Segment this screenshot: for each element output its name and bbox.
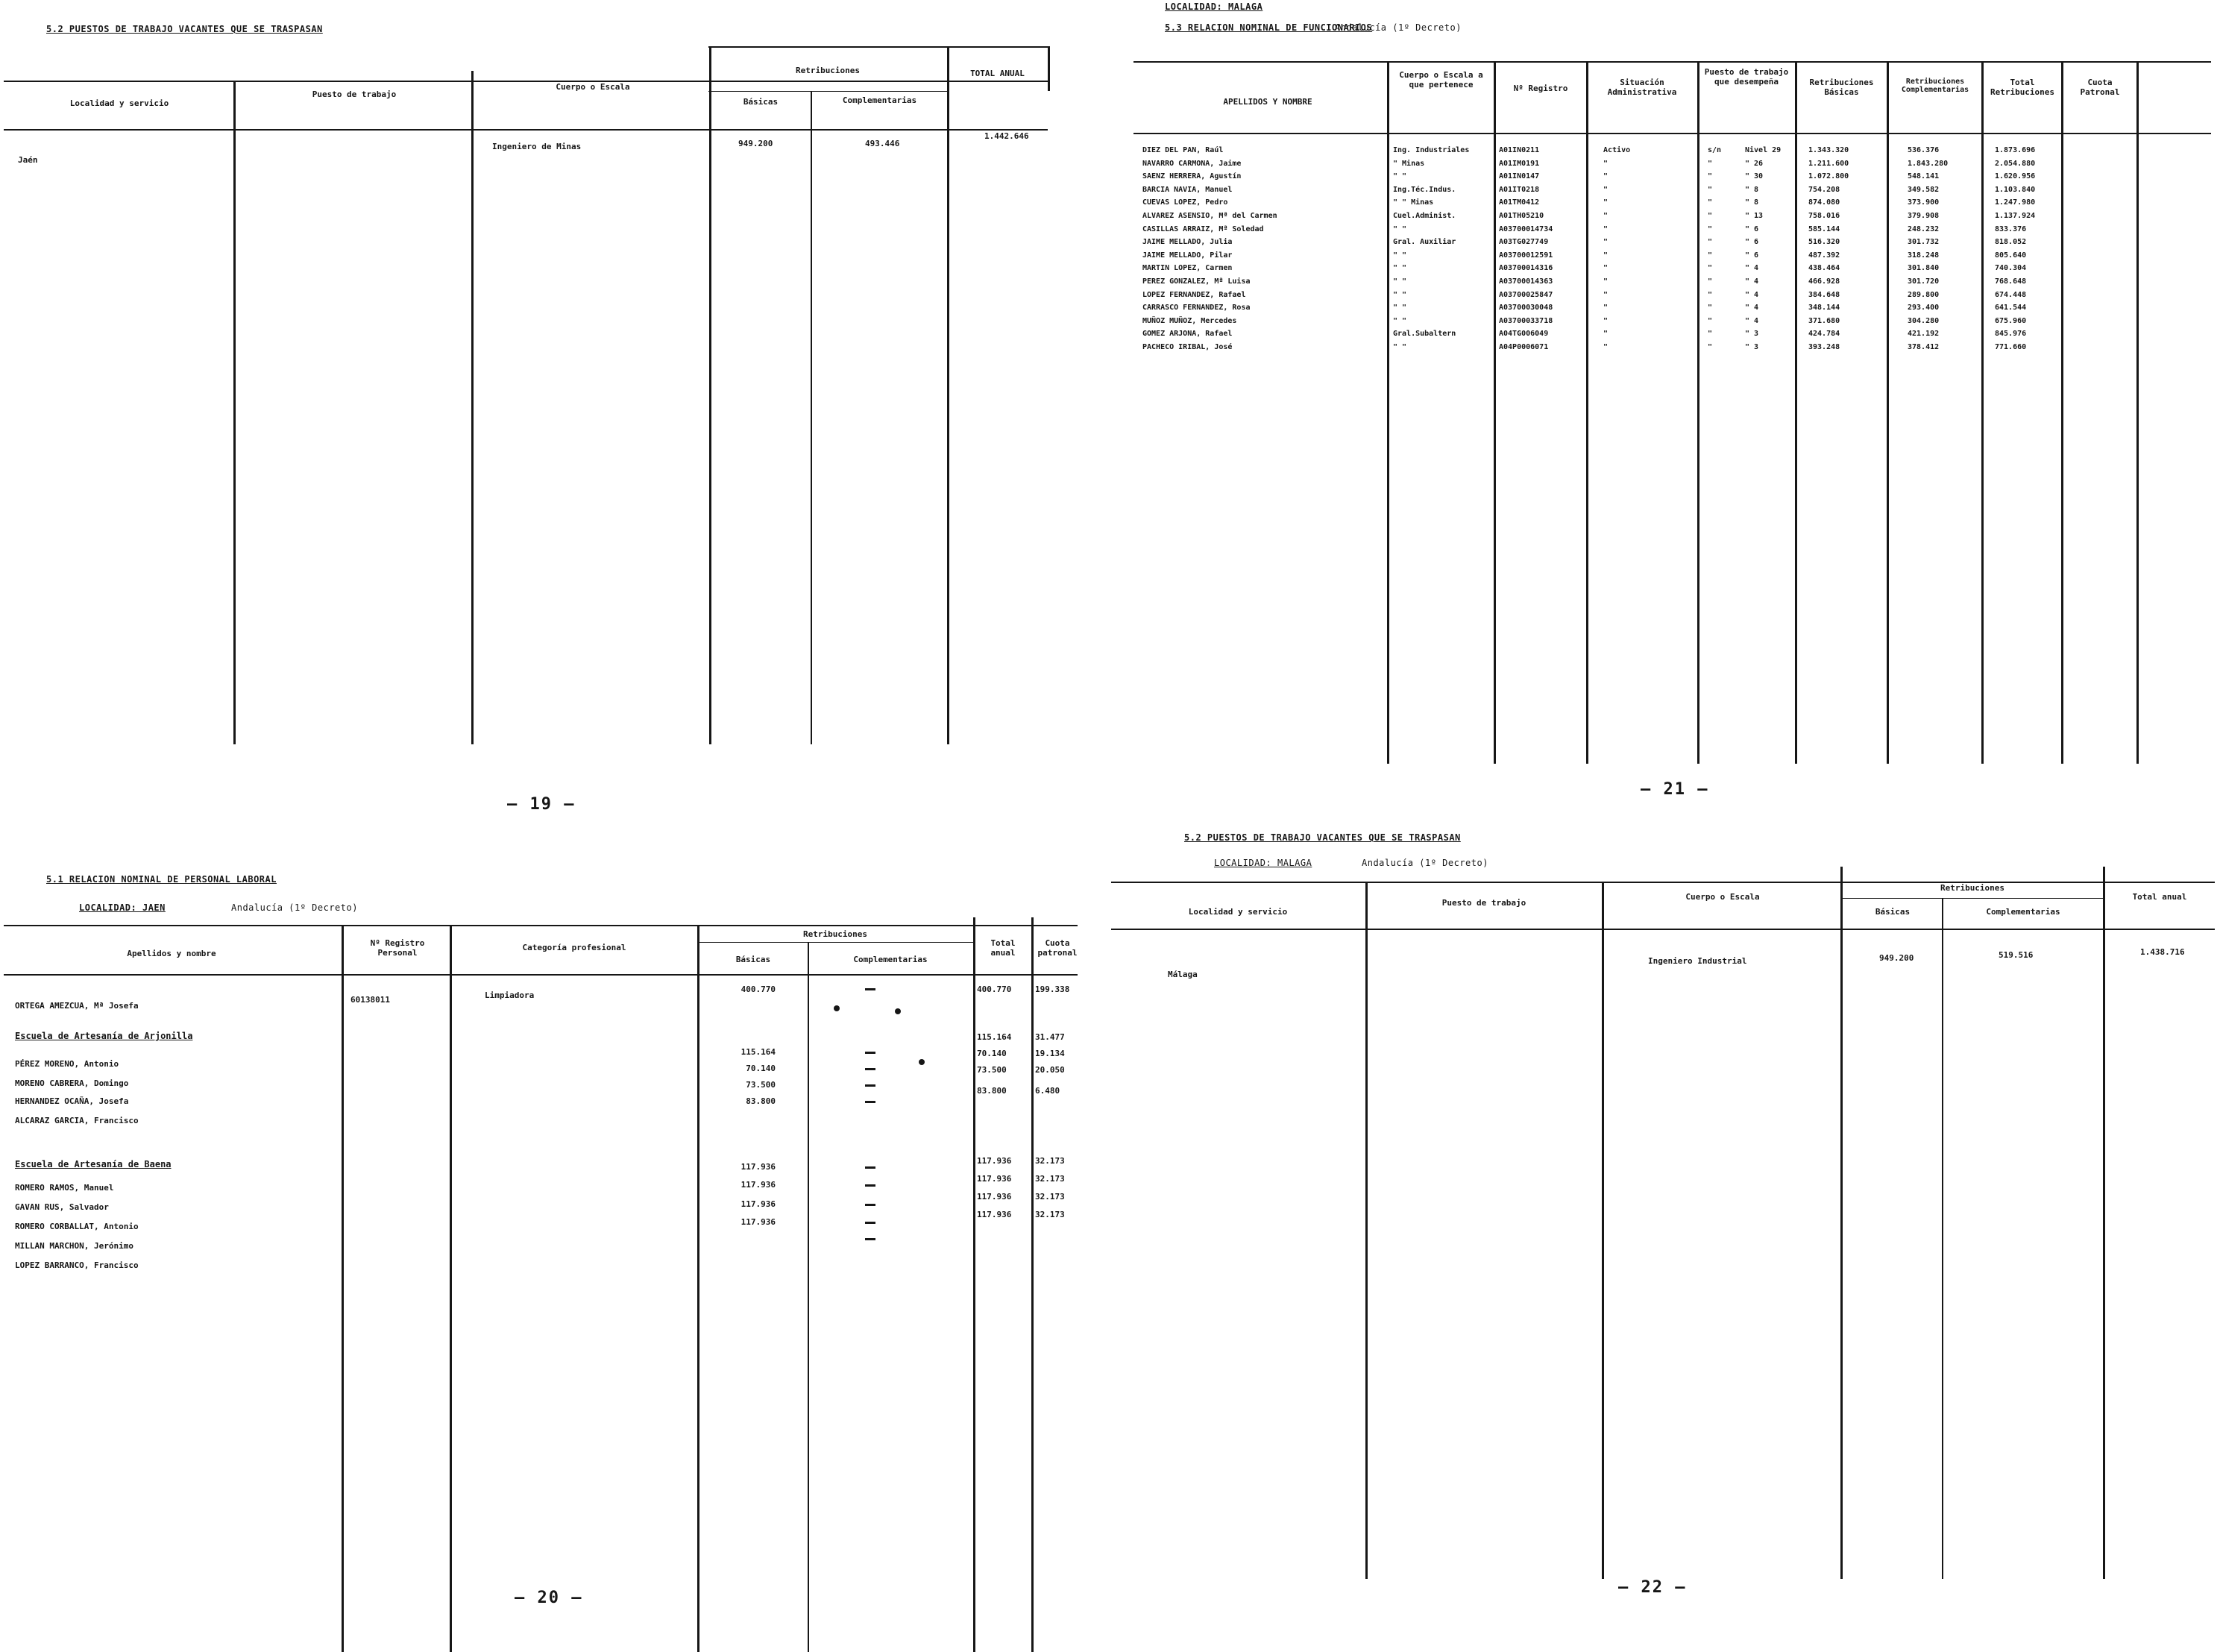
row-nombre: CUEVAS LOPEZ, Pedro — [1142, 198, 1228, 207]
row-total: 675.960 — [1995, 316, 2027, 325]
localidad-label: LOCALIDAD: JAEN — [79, 902, 166, 913]
header-categoria: Categoría profesional — [522, 943, 626, 952]
header-registro: Nº Registro — [1513, 84, 1568, 93]
page-title: 5.2 PUESTOS DE TRABAJO VACANTES QUE SE TRASPASAN — [1184, 832, 1461, 843]
row-cuota: 31.477 — [1035, 1032, 1065, 1042]
row-situacion: " — [1603, 290, 1609, 299]
header-nombre: APELLIDOS Y NOMBRE — [1223, 97, 1312, 107]
organismo-label: Andalucía (1º Decreto) — [1362, 858, 1488, 868]
row-basicas: 393.248 — [1808, 343, 1840, 351]
row-puesto: " — [1708, 159, 1713, 168]
row-total: 117.936 — [977, 1156, 1012, 1166]
row-situacion: " — [1603, 316, 1609, 325]
row-puesto: " — [1708, 251, 1713, 260]
localidad-label: LOCALIDAD: MALAGA — [1165, 1, 1263, 12]
row-total: 1.442.646 — [984, 131, 1029, 141]
row-cuerpo: " " — [1393, 264, 1407, 273]
row-situacion: " — [1603, 198, 1609, 207]
row-cuerpo: Gral.Subaltern — [1393, 330, 1456, 339]
row-cuota: 19.134 — [1035, 1049, 1065, 1058]
header-basicas: Básicas — [743, 97, 779, 107]
header-localidad: Localidad y servicio — [1188, 907, 1288, 917]
row-nivel: " 6 — [1745, 251, 1759, 260]
row-situacion: " — [1603, 159, 1609, 168]
page-title: 5.3 RELACION NOMINAL DE FUNCIONARIOS — [1165, 22, 1373, 33]
organismo-label: Andalucía (1º Decreto) — [1335, 22, 1462, 33]
row-nombre: LOPEZ FERNANDEZ, Rafael — [1142, 290, 1246, 299]
page-number: — 19 — — [507, 795, 576, 814]
row-cuerpo: Ing. Industriales — [1393, 146, 1470, 154]
row-basicas: 348.144 — [1808, 304, 1840, 313]
row-total: 70.140 — [977, 1049, 1007, 1058]
row-nivel: " 8 — [1745, 185, 1759, 194]
row-nombre: DIEZ DEL PAN, Raúl — [1142, 146, 1224, 154]
row-basicas: 754.208 — [1808, 185, 1840, 194]
row-nombre: NAVARRO CARMONA, Jaime — [1142, 159, 1242, 168]
header-complementarias: Complementarias — [842, 95, 917, 105]
row-registro: A03TG027749 — [1499, 238, 1549, 247]
row-nombre: LOPEZ BARRANCO, Francisco — [15, 1260, 139, 1270]
organismo-label: Andalucía (1º Decreto) — [231, 902, 358, 913]
row-total: 83.800 — [977, 1086, 1007, 1096]
row-complementarias: 248.232 — [1908, 224, 1940, 233]
row-complementarias: 536.376 — [1908, 146, 1940, 154]
row-basicas: 424.784 — [1808, 330, 1840, 339]
row-registro: A04P0006071 — [1499, 343, 1549, 351]
page-number: — 20 — — [515, 1589, 583, 1607]
row-basicas: 466.928 — [1808, 277, 1840, 286]
row-total: 818.052 — [1995, 238, 2027, 247]
row-registro: A03700030048 — [1499, 304, 1553, 313]
row-nivel: " 6 — [1745, 238, 1759, 247]
row-basicas: 371.680 — [1808, 316, 1840, 325]
row-cuerpo: " " — [1393, 277, 1407, 286]
row-nivel: " 3 — [1745, 330, 1759, 339]
header-localidad: Localidad y servicio — [69, 98, 169, 108]
header-basicas: Retribuciones Básicas — [1809, 78, 1874, 97]
row-basicas: 487.392 — [1808, 251, 1840, 260]
row-complementarias: 493.446 — [865, 139, 900, 148]
row-nivel: " 6 — [1745, 224, 1759, 233]
row-basicas: 400.770 — [740, 984, 776, 994]
row-total: 1.137.924 — [1995, 212, 2036, 220]
row-total: 845.976 — [1995, 330, 2027, 339]
row-cuota: 6.480 — [1035, 1086, 1060, 1096]
row-situacion: " — [1603, 185, 1609, 194]
row-registro: A01IN0211 — [1499, 146, 1540, 154]
page-title: 5.2 PUESTOS DE TRABAJO VACANTES QUE SE TRASPASAN — [46, 24, 323, 34]
row-puesto: " — [1708, 172, 1713, 181]
row-total: 73.500 — [977, 1065, 1007, 1075]
row-basicas: 1.072.800 — [1808, 172, 1849, 181]
row-puesto: " — [1708, 316, 1713, 325]
row-cuerpo: " " — [1393, 316, 1407, 325]
row-cuerpo: Ingeniero de Minas — [492, 142, 582, 151]
row-total: 805.640 — [1995, 251, 2027, 260]
row-registro: A03700033718 — [1499, 316, 1553, 325]
header-basicas: Básicas — [735, 955, 771, 964]
row-complementarias: 421.192 — [1908, 330, 1940, 339]
row-situacion: " — [1603, 330, 1609, 339]
row-basicas: 117.936 — [740, 1217, 776, 1227]
row-total: 400.770 — [977, 984, 1012, 994]
row-registro: A03700014734 — [1499, 224, 1553, 233]
row-cuerpo: " " — [1393, 251, 1407, 260]
row-registro: A01IM0191 — [1499, 159, 1540, 168]
row-nombre: MORENO CABRERA, Domingo — [15, 1078, 129, 1088]
row-puesto: " — [1708, 330, 1713, 339]
row-situacion: " — [1603, 238, 1609, 247]
row-complementarias: 304.280 — [1908, 316, 1940, 325]
row-nombre: JAIME MELLADO, Julia — [1142, 238, 1233, 247]
row-registro: A03700014316 — [1499, 264, 1553, 273]
row-basicas: 758.016 — [1808, 212, 1840, 220]
row-nombre: PEREZ GONZALEZ, Mª Luisa — [1142, 277, 1251, 286]
row-nombre: CARRASCO FERNANDEZ, Rosa — [1142, 304, 1251, 313]
row-total: 768.648 — [1995, 277, 2027, 286]
row-puesto: " — [1708, 277, 1713, 286]
row-cuerpo: Ing.Téc.Indus. — [1393, 185, 1456, 194]
header-total: TOTAL ANUAL — [970, 69, 1025, 78]
row-nivel: " 30 — [1745, 172, 1764, 181]
row-nombre: ALCARAZ GARCIA, Francisco — [15, 1116, 139, 1125]
header-nombre: Apellidos y nombre — [127, 949, 216, 958]
row-total: 641.544 — [1995, 304, 2027, 313]
row-situacion: " — [1603, 172, 1609, 181]
row-complementarias: 301.840 — [1908, 264, 1940, 273]
row-total: 740.304 — [1995, 264, 2027, 273]
row-puesto: " — [1708, 198, 1713, 207]
row-cuota: 20.050 — [1035, 1065, 1065, 1075]
page-19 — [0, 0, 1104, 813]
row-total: 1.247.980 — [1995, 198, 2036, 207]
row-complementarias: 378.412 — [1908, 343, 1940, 351]
row-nombre: PÉREZ MORENO, Antonio — [15, 1059, 119, 1069]
row-registro: 60138011 — [350, 995, 390, 1005]
row-nivel: " 13 — [1745, 212, 1764, 220]
row-puesto: s/n — [1708, 146, 1722, 154]
row-basicas: 70.140 — [746, 1064, 776, 1073]
header-basicas: Básicas — [1875, 907, 1911, 917]
header-puesto: Puesto de trabajo que desempeña — [1704, 67, 1789, 87]
row-nombre: BARCIA NAVIA, Manuel — [1142, 185, 1233, 194]
row-nivel: " 4 — [1745, 264, 1759, 273]
row-basicas: 1.211.600 — [1808, 159, 1849, 168]
row-registro: A01IT0218 — [1499, 185, 1540, 194]
row-registro: A03700025847 — [1499, 290, 1553, 299]
row-categoria: Limpiadora — [485, 990, 535, 1000]
row-complementarias: 301.732 — [1908, 238, 1940, 247]
row-nombre: JAIME MELLADO, Pilar — [1142, 251, 1233, 260]
row-puesto: " — [1708, 304, 1713, 313]
header-retribuciones: Retribuciones — [795, 66, 861, 75]
row-total: 115.164 — [977, 1032, 1012, 1042]
page-21 — [1111, 0, 2220, 813]
row-cuerpo: Ingeniero Industrial — [1648, 956, 1747, 966]
header-cuerpo: Cuerpo o Escala — [556, 82, 630, 92]
row-basicas: 949.200 — [738, 139, 773, 148]
row-complementarias: 289.800 — [1908, 290, 1940, 299]
row-nombre: SAENZ HERRERA, Agustín — [1142, 172, 1242, 181]
row-cuerpo: " " — [1393, 290, 1407, 299]
row-nivel: Nivel 29 — [1745, 146, 1782, 154]
page-20 — [0, 835, 1104, 1609]
row-complementarias: 379.908 — [1908, 212, 1940, 220]
row-situacion: " — [1603, 277, 1609, 286]
row-nombre: ALVAREZ ASENSIO, Mª del Carmen — [1142, 212, 1277, 220]
row-nombre: ORTEGA AMEZCUA, Mª Josefa — [15, 1001, 139, 1011]
row-cuota: 32.173 — [1035, 1210, 1065, 1219]
header-complementarias: Complementarias — [1986, 907, 2060, 917]
row-nombre: MILLAN MARCHON, Jerónimo — [15, 1241, 133, 1251]
page-22 — [1111, 820, 2220, 1609]
row-situacion: " — [1603, 251, 1609, 260]
row-basicas: 117.936 — [740, 1162, 776, 1172]
row-nivel: " 3 — [1745, 343, 1759, 351]
row-nivel: " 26 — [1745, 159, 1764, 168]
row-localidad: Jaén — [18, 155, 38, 165]
header-total: Total anual — [2132, 892, 2187, 902]
header-total: Total anual — [990, 938, 1016, 958]
row-total: 117.936 — [977, 1174, 1012, 1184]
header-total: Total Retribuciones — [1990, 78, 2055, 97]
row-registro: A03700014363 — [1499, 277, 1553, 286]
row-basicas: 73.500 — [746, 1080, 776, 1090]
row-puesto: " — [1708, 212, 1713, 220]
row-complementarias: 293.400 — [1908, 304, 1940, 313]
row-total: 674.448 — [1995, 290, 2027, 299]
row-total: 1.438.716 — [2140, 947, 2185, 957]
row-basicas: 949.200 — [1879, 953, 1914, 963]
row-basicas: 585.144 — [1808, 224, 1840, 233]
row-localidad: Málaga — [1168, 970, 1198, 979]
row-cuerpo: " " Minas — [1393, 198, 1434, 207]
header-cuota: Cuota Patronal — [2080, 78, 2120, 97]
row-total: 1.873.696 — [1995, 146, 2036, 154]
row-cuerpo: Cuel.Administ. — [1393, 212, 1456, 220]
row-registro: A01TM0412 — [1499, 198, 1540, 207]
header-retribuciones: Retribuciones — [1940, 883, 2005, 893]
row-puesto: " — [1708, 238, 1713, 247]
page-number: — 21 — — [1641, 780, 1709, 799]
row-total: 1.103.840 — [1995, 185, 2036, 194]
row-complementarias: 318.248 — [1908, 251, 1940, 260]
page-title: 5.1 RELACION NOMINAL DE PERSONAL LABORAL — [46, 874, 277, 885]
row-nombre: PACHECO IRIBAL, José — [1142, 343, 1233, 351]
row-nivel: " 4 — [1745, 290, 1759, 299]
row-complementarias: 548.141 — [1908, 172, 1940, 181]
row-nombre: CASILLAS ARRAIZ, Mª Soledad — [1142, 224, 1264, 233]
row-total: 117.936 — [977, 1210, 1012, 1219]
row-nombre: ROMERO CORBALLAT, Antonio — [15, 1222, 139, 1231]
row-registro: A01TH05210 — [1499, 212, 1544, 220]
row-puesto: " — [1708, 185, 1713, 194]
row-cuerpo: " " — [1393, 343, 1407, 351]
row-complementarias: 349.582 — [1908, 185, 1940, 194]
row-nombre: GOMEZ ARJONA, Rafael — [1142, 330, 1233, 339]
row-nivel: " 4 — [1745, 316, 1759, 325]
row-total: 2.054.880 — [1995, 159, 2036, 168]
row-registro: A01IN0147 — [1499, 172, 1540, 181]
row-total: 833.376 — [1995, 224, 2027, 233]
row-complementarias: 1.843.280 — [1908, 159, 1949, 168]
row-situacion: " — [1603, 264, 1609, 273]
row-cuota: 32.173 — [1035, 1192, 1065, 1202]
row-registro: A04TG006049 — [1499, 330, 1549, 339]
row-situacion: Activo — [1603, 146, 1631, 154]
row-puesto: " — [1708, 343, 1713, 351]
header-situacion: Situación Administrativa — [1607, 78, 1677, 97]
row-nombre: ROMERO RAMOS, Manuel — [15, 1183, 114, 1193]
row-cuota: 32.173 — [1035, 1174, 1065, 1184]
row-basicas: 874.080 — [1808, 198, 1840, 207]
row-puesto: " — [1708, 224, 1713, 233]
header-complementarias: Retribuciones Complementarias — [1901, 78, 1969, 94]
row-total: 771.660 — [1995, 343, 2027, 351]
row-situacion: " — [1603, 224, 1609, 233]
page-number: — 22 — — [1618, 1578, 1687, 1597]
header-puesto: Puesto de trabajo — [1441, 898, 1526, 908]
row-puesto: " — [1708, 264, 1713, 273]
header-complementarias: Complementarias — [853, 955, 928, 964]
row-complementarias: 301.720 — [1908, 277, 1940, 286]
row-basicas: 117.936 — [740, 1199, 776, 1209]
header-cuota: Cuota patronal — [1037, 938, 1078, 958]
group-title: Escuela de Artesanía de Arjonilla — [15, 1031, 193, 1041]
row-cuerpo: " " — [1393, 304, 1407, 313]
row-basicas: 115.164 — [740, 1047, 776, 1057]
header-puesto: Puesto de trabajo — [312, 89, 397, 99]
row-total: 1.620.956 — [1995, 172, 2036, 181]
row-cuota: 199.338 — [1035, 984, 1070, 994]
row-total: 117.936 — [977, 1192, 1012, 1202]
localidad-label: LOCALIDAD: MALAGA — [1214, 858, 1312, 868]
row-basicas: 1.343.320 — [1808, 146, 1849, 154]
row-basicas: 117.936 — [740, 1180, 776, 1190]
row-basicas: 83.800 — [746, 1096, 776, 1106]
row-situacion: " — [1603, 212, 1609, 220]
row-cuerpo: Gral. Auxiliar — [1393, 238, 1456, 247]
row-basicas: 516.320 — [1808, 238, 1840, 247]
header-cuerpo: Cuerpo o Escala — [1685, 892, 1760, 902]
row-cuerpo: " " — [1393, 172, 1407, 181]
row-complementarias: 373.900 — [1908, 198, 1940, 207]
row-situacion: " — [1603, 343, 1609, 351]
row-registro: A03700012591 — [1499, 251, 1553, 260]
row-cuerpo: " Minas — [1393, 159, 1425, 168]
row-nivel: " 4 — [1745, 304, 1759, 313]
group-title: Escuela de Artesanía de Baena — [15, 1159, 172, 1169]
row-nombre: MARTIN LOPEZ, Carmen — [1142, 264, 1233, 273]
row-situacion: " — [1603, 304, 1609, 313]
row-complementarias: 519.516 — [1999, 950, 2034, 960]
row-nombre: HERNANDEZ OCAÑA, Josefa — [15, 1096, 129, 1106]
header-registro: Nº Registro Personal — [370, 938, 425, 958]
row-nivel: " 4 — [1745, 277, 1759, 286]
header-cuerpo: Cuerpo o Escala a que pertenece — [1399, 70, 1483, 89]
row-nombre: GAVAN RUS, Salvador — [15, 1202, 109, 1212]
row-cuota: 32.173 — [1035, 1156, 1065, 1166]
row-basicas: 438.464 — [1808, 264, 1840, 273]
row-cuerpo: " " — [1393, 224, 1407, 233]
row-puesto: " — [1708, 290, 1713, 299]
row-nombre: MUÑOZ MUÑOZ, Mercedes — [1142, 316, 1237, 325]
row-nivel: " 8 — [1745, 198, 1759, 207]
row-basicas: 384.648 — [1808, 290, 1840, 299]
header-retribuciones: Retribuciones — [802, 929, 868, 939]
